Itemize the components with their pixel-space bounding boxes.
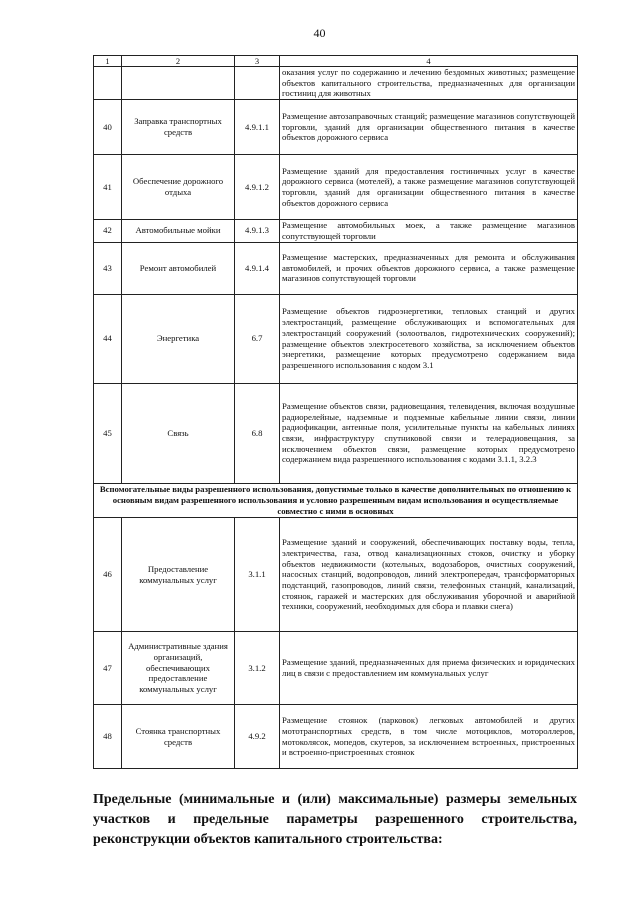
use-type-code: 4.9.1.1: [235, 100, 280, 155]
row-number: 43: [94, 242, 122, 294]
table-row: [94, 383, 578, 483]
row-number: 41: [94, 155, 122, 220]
use-type-name: Стоянка транспортных средств: [122, 705, 235, 769]
use-type-name: Энергетика: [122, 294, 235, 383]
row-number: 42: [94, 220, 122, 242]
row-number: 47: [94, 632, 122, 705]
column-header-2: 2: [122, 56, 235, 67]
use-type-description: Размещение зданий и сооружений, обеспечивающих поставку воды, тепла, электричества, газа, отвод канализационных стоков, очистку и уборку объектов недвижимости (котельных, водозаборов, очистных сооружений, насосных станций, водопроводов, линий электропередач, трансформаторных подстанций, газопроводов, линий связи, телефонных станций, канализаций, стоянок, гаражей и мастерских для обслуживания уборочной и аварийной техники, сооружений, необходимых для сбора и плавки снега): [280, 518, 578, 632]
use-type-code: 3.1.1: [235, 518, 280, 632]
column-header-4: 4: [280, 56, 578, 67]
use-type-code: 4.9.1.4: [235, 242, 280, 294]
use-type-name: Связь: [122, 383, 235, 483]
use-type-name: [122, 67, 235, 100]
use-type-name: Ремонт автомобилей: [122, 242, 235, 294]
row-number: 40: [94, 100, 122, 155]
table-row: [94, 705, 578, 769]
land-use-table: [93, 55, 578, 769]
column-header-1: 1: [94, 56, 122, 67]
use-type-name: Административные здания организаций, обеспечивающих предоставление коммунальных услуг: [122, 632, 235, 705]
use-type-name: Автомобильные мойки: [122, 220, 235, 242]
page-number: 40: [313, 26, 326, 40]
table-row: [94, 100, 578, 155]
use-type-name: Предоставление коммунальных услуг: [122, 518, 235, 632]
row-number: [94, 67, 122, 100]
parameters-heading: Предельные (минимальные и (или) максимальные) размеры земельных участков и предельные параметры разрешенного строительства, реконструкции объектов капитального строительства:: [93, 792, 577, 847]
section-header: Вспомогательные виды разрешенного использования, допустимые только в качестве дополнительных по отношению к основным видам разрешенного использования и условно разрешенным видам использования и осуществляемые совместно с ними в основных: [94, 483, 578, 518]
use-type-description: Размещение автозаправочных станций; размещение магазинов сопутствующей торговли, зданий для организации общественного питания в качестве объектов дорожного сервиса: [280, 100, 578, 155]
table-row: [94, 67, 578, 100]
use-type-description: Размещение зданий для предоставления гостиничных услуг в качестве дорожного сервиса (мотелей), а также размещение магазинов сопутствующей торговли, зданий для организации общественного питания в качестве объектов дорожного сервиса: [280, 155, 578, 220]
use-type-description: Размещение объектов связи, радиовещания, телевидения, включая воздушные радиорелейные, надземные и подземные кабельные линии связи, линии радиофикации, антенные поля, усилительные пункты на кабельных линиях связи, инфраструктуру спутниковой связи и телерадиовещания, за исключением объектов связи, размещение которых предусмотрено содержанием вида разрешенного использования с кодами 3.1.1, 3.2.3: [280, 383, 578, 483]
use-type-name: Обеспечение дорожного отдыха: [122, 155, 235, 220]
use-type-description: оказания услуг по содержанию и лечению бездомных животных; размещение объектов капитального строительства, предназначенных для организации гостиниц для животных: [280, 67, 578, 100]
use-type-name: Заправка транспортных средств: [122, 100, 235, 155]
use-type-code: 3.1.2: [235, 632, 280, 705]
row-number: 46: [94, 518, 122, 632]
table-row: [94, 294, 578, 383]
use-type-description: Размещение стоянок (парковок) легковых автомобилей и других мототранспортных средств, в том числе мотоциклов, мотороллеров, мотоколясок, мопедов, скутеров, за исключением встроенных, пристроенных и встроенно-пристроенных стоянок: [280, 705, 578, 769]
row-number: 48: [94, 705, 122, 769]
use-type-code: 4.9.1.2: [235, 155, 280, 220]
use-type-description: Размещение автомобильных моек, а также размещение магазинов сопутствующей торговли: [280, 220, 578, 242]
table-row: [94, 220, 578, 242]
use-type-description: Размещение мастерских, предназначенных для ремонта и обслуживания автомобилей, и прочих объектов дорожного сервиса, а также размещение магазинов сопутствующей торговли: [280, 242, 578, 294]
use-type-code: 4.9.2: [235, 705, 280, 769]
section-header-row: [94, 483, 578, 518]
use-type-code: 6.8: [235, 383, 280, 483]
use-type-description: Размещение зданий, предназначенных для приема физических и юридических лиц в связи с предоставлением им коммунальных услуг: [280, 632, 578, 705]
use-type-code: 6.7: [235, 294, 280, 383]
row-number: 44: [94, 294, 122, 383]
table-row: [94, 242, 578, 294]
use-type-code: [235, 67, 280, 100]
table-header-row: [94, 56, 578, 67]
column-header-3: 3: [235, 56, 280, 67]
row-number: 45: [94, 383, 122, 483]
table-row: [94, 155, 578, 220]
use-type-description: Размещение объектов гидроэнергетики, тепловых станций и других электростанций, размещение обслуживающих и вспомогательных для электростанций сооружений (золоотвалов, гидротехнических сооружений); размещение объектов электросетевого хозяйства, за исключением объектов энергетики, размещение которых предусмотрено содержанием вида разрешенного использования с кодом 3.1: [280, 294, 578, 383]
table-row: [94, 518, 578, 632]
table-row: [94, 632, 578, 705]
use-type-code: 4.9.1.3: [235, 220, 280, 242]
